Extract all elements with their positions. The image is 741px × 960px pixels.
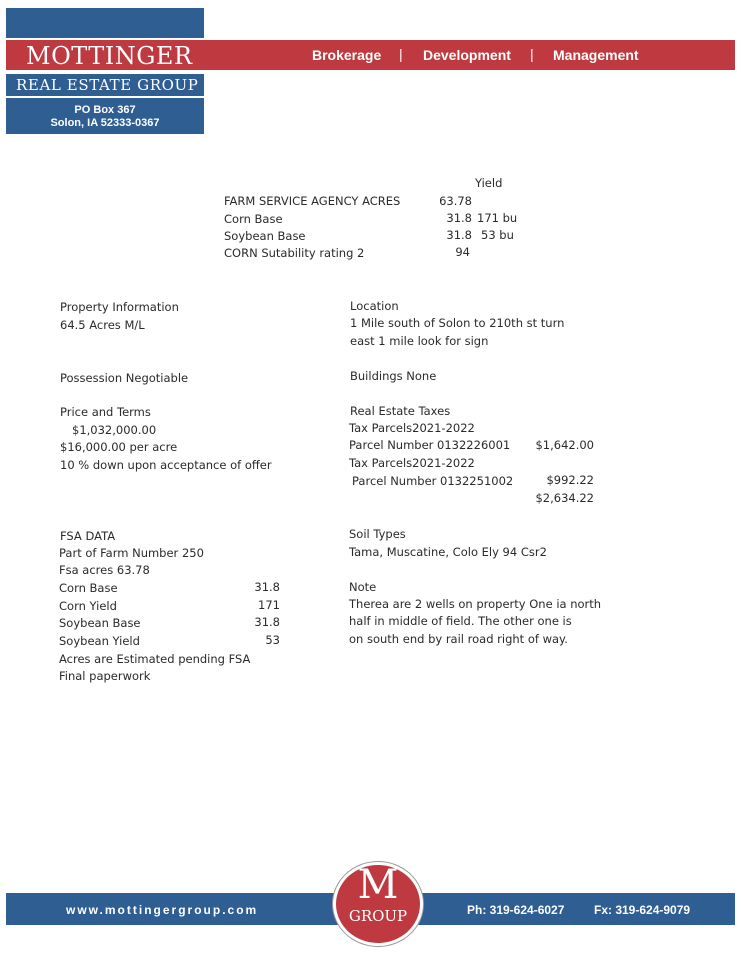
fsa-row-label: Soybean Yield bbox=[59, 634, 140, 648]
nav-development: Development bbox=[423, 47, 511, 63]
note-line: Therea are 2 wells on property One ia north bbox=[349, 597, 602, 611]
tax-amount: $1,642.00 bbox=[535, 438, 594, 452]
fsa-summary-yield: 171 bu bbox=[477, 211, 518, 225]
nav-separator: | bbox=[399, 46, 403, 62]
fsa-summary-value: 63.78 bbox=[439, 194, 472, 208]
fsa-row-value: 171 bbox=[258, 598, 280, 612]
tax-total: $2,634.22 bbox=[535, 491, 594, 505]
fsa-row-label: Soybean Base bbox=[59, 616, 141, 630]
fsa-summary-label: FARM SERVICE AGENCY ACRES bbox=[224, 194, 401, 208]
tax-parcel: Parcel Number 0132251002 bbox=[352, 474, 514, 488]
price-per-acre: $16,000.00 per acre bbox=[60, 440, 178, 454]
tax-period: Tax Parcels2021-2022 bbox=[349, 456, 475, 470]
nav-management: Management bbox=[553, 47, 639, 63]
fsa-note: Final paperwork bbox=[59, 669, 151, 683]
tax-period: Tax Parcels2021-2022 bbox=[349, 421, 475, 435]
property-acres: 64.5 Acres M/L bbox=[60, 318, 145, 332]
footer-phone: Ph: 319-624-6027 bbox=[467, 903, 565, 917]
nav-separator: | bbox=[530, 46, 534, 62]
location-heading: Location bbox=[350, 299, 399, 313]
price-terms: 10 % down upon acceptance of offer bbox=[60, 458, 272, 472]
yield-header: Yield bbox=[475, 176, 503, 190]
note-heading: Note bbox=[349, 580, 377, 594]
note-line: half in middle of field. The other one is bbox=[349, 614, 572, 628]
address-line1: PO Box 367 bbox=[74, 104, 136, 116]
taxes-heading: Real Estate Taxes bbox=[350, 404, 451, 418]
fsa-acres: Fsa acres 63.78 bbox=[59, 563, 150, 577]
footer-website: www.mottingergroup.com bbox=[66, 903, 259, 917]
fsa-note: Acres are Estimated pending FSA bbox=[59, 652, 251, 666]
fsa-row-value: 31.8 bbox=[254, 580, 280, 594]
fsa-summary-value: 94 bbox=[455, 245, 470, 259]
fsa-summary-yield: 53 bu bbox=[481, 228, 514, 242]
nav-brokerage: Brokerage bbox=[312, 47, 382, 63]
possession: Possession Negotiable bbox=[60, 371, 189, 385]
soil-types: Tama, Muscatine, Colo Ely 94 Csr2 bbox=[349, 545, 547, 559]
fsa-summary-value: 31.8 bbox=[446, 211, 472, 225]
fsa-row-value: 53 bbox=[265, 633, 280, 647]
logo-subtitle: REAL ESTATE GROUP bbox=[16, 76, 199, 94]
fsa-summary-value: 31.8 bbox=[446, 228, 472, 242]
group-logo-letter: M bbox=[357, 862, 399, 908]
group-logo-word: GROUP bbox=[348, 907, 408, 925]
location-line: 1 Mile south of Solon to 210th st turn bbox=[350, 316, 565, 330]
price-heading: Price and Terms bbox=[60, 405, 151, 419]
property-heading: Property Information bbox=[60, 300, 179, 314]
header-blue-band-top bbox=[6, 8, 204, 38]
tax-parcel: Parcel Number 0132226001 bbox=[349, 438, 511, 452]
fsa-row-label: Corn Yield bbox=[59, 599, 117, 613]
soil-heading: Soil Types bbox=[349, 527, 406, 541]
fsa-data-heading: FSA DATA bbox=[60, 529, 116, 543]
fsa-row-value: 31.8 bbox=[254, 615, 280, 629]
tax-amount: $992.22 bbox=[546, 473, 594, 487]
price-total: $1,032,000.00 bbox=[72, 423, 157, 437]
logo-title: MOTTINGER bbox=[26, 42, 193, 70]
fsa-farm-number: Part of Farm Number 250 bbox=[59, 546, 204, 560]
footer-fax: Fx: 319-624-9079 bbox=[594, 903, 691, 917]
fsa-summary-label: Corn Base bbox=[224, 212, 283, 226]
fsa-summary-label: Soybean Base bbox=[224, 229, 306, 243]
fsa-row-label: Corn Base bbox=[59, 581, 118, 595]
fsa-summary-label: CORN Sutability rating 2 bbox=[224, 246, 365, 260]
location-line: east 1 mile look for sign bbox=[350, 334, 489, 348]
address-line2: Solon, IA 52333-0367 bbox=[50, 117, 160, 129]
buildings: Buildings None bbox=[350, 369, 437, 383]
note-line: on south end by rail road right of way. bbox=[349, 632, 568, 646]
